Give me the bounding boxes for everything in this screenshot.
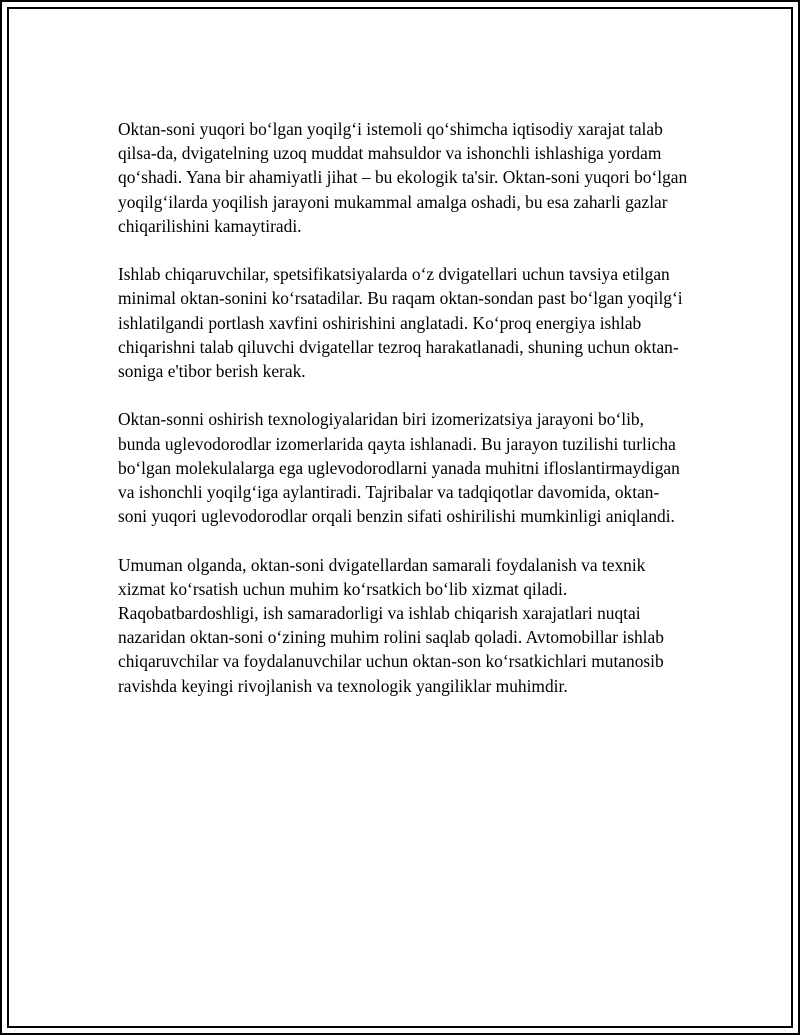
paragraph-3: Oktan-sonni oshirish texnologiyalaridan biri izomerizatsiya jarayoni bo‘lib, bunda uglevodorodlar izomerlarida qayta ishlanadi. Bu jarayon tuzilishi turlicha bo‘lgan molekulalarga ega uglevodorodlarni yanada muhitni ifloslantirmaydigan va ishonchli yoqilg‘iga aylantiradi. Tajribalar va tadqiqotlar davomida, oktan-soni yuqori uglevodorodlar orqali benzin sifati oshirilishi mumkinligi aniqlandi. xyxy=(118,409,680,527)
paragraph-1: Oktan-soni yuqori bo‘lgan yoqilg‘i istemoli qo‘shimcha iqtisodiy xarajat talab qilsa-da, dvigatelning uzoq muddat mahsuldor va ishonchli ishlashiga yordam qo‘shadi. Yana bir ahamiyatli jihat – bu ekologik ta'sir. Oktan-soni yuqori bo‘lgan yoqilg‘ilarda yoqilish jarayoni mukammal amalga oshadi, bu esa zaharli gazlar chiqarilishini kamaytiradi. xyxy=(118,119,688,236)
paragraph-2: Ishlab chiqaruvchilar, spetsifikatsiyalarda o‘z dvigatellari uchun tavsiya etilgan minimal oktan-sonini ko‘rsatadilar. Bu raqam oktan-sondan past bo‘lgan yoqilg‘i ishlatilgandi portlash xavfini oshirishini anglatadi. Ko‘proq energiya ishlab chiqarishni talab qiluvchi dvigatellar tezroq harakatlanadi, shuning uchun oktan-soniga e'tibor berish kerak. xyxy=(118,264,683,382)
paragraph-4: Umuman olganda, oktan-soni dvigatellardan samarali foydalanish va texnik xizmat ko‘rsatish uchun muhim ko‘rsatkich bo‘lib xizmat qiladi. Raqobatbardoshligi, ish samaradorligi va ishlab chiqarish xarajatlari nuqtai nazaridan oktan-soni o‘zining muhim rolini saqlab qoladi. Avtomobillar ishlab chiqaruvchilar va foydalanuvchilar uchun oktan-son ko‘rsatkichlari mutanosib ravishda keyingi rivojlanish va texnologik yangiliklar muhimdir. xyxy=(118,554,664,696)
document-body xyxy=(118,117,688,722)
